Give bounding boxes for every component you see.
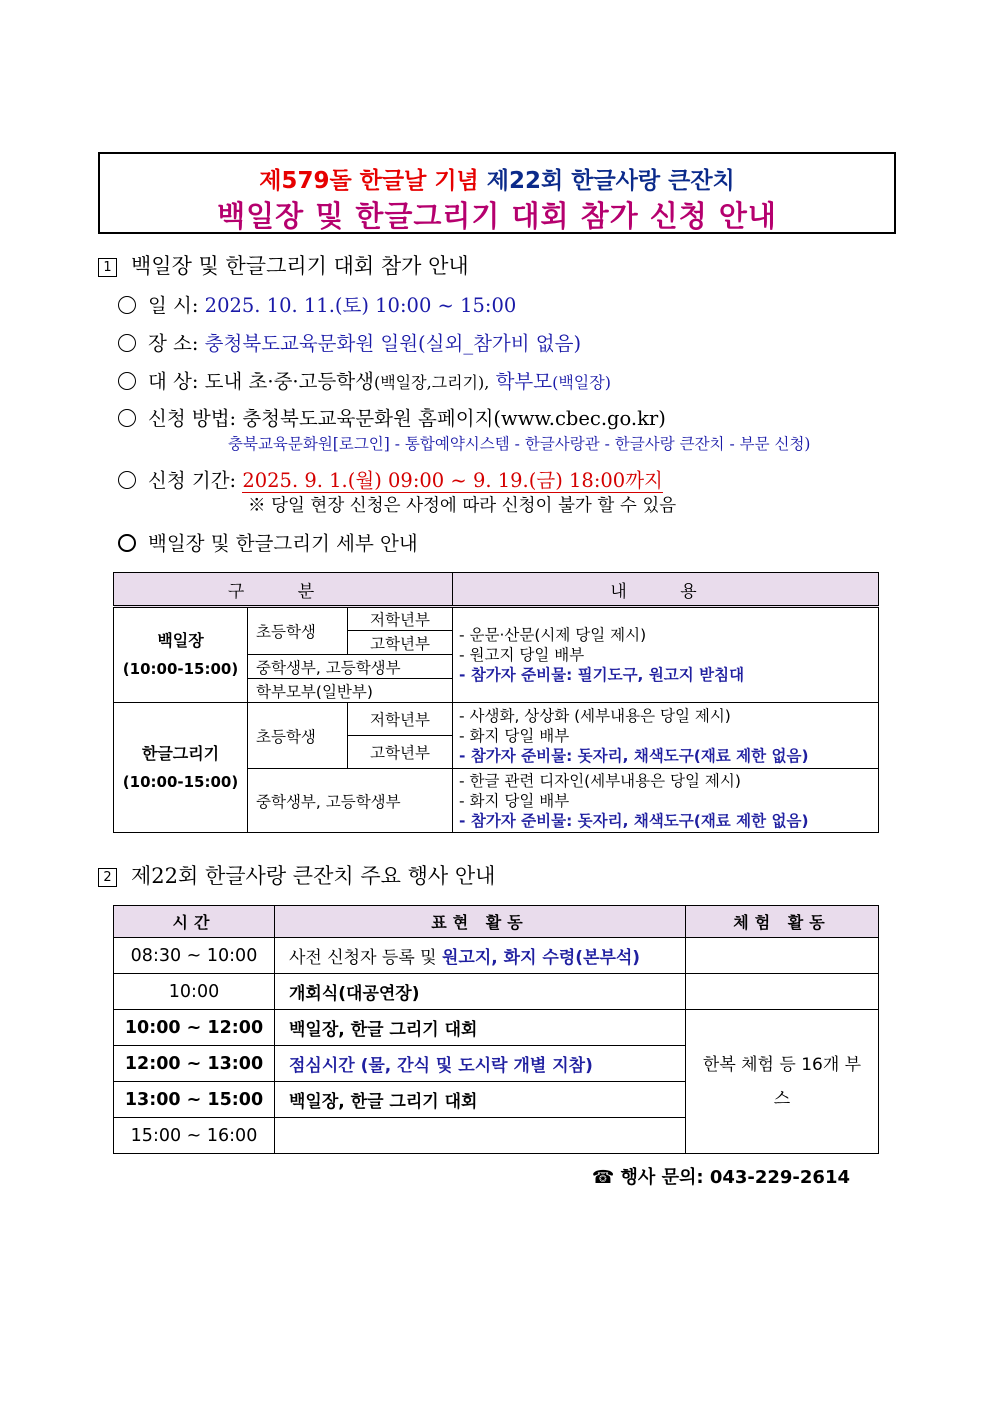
baek-content-3: - 참가자 준비물: 필기도구, 원고지 받침대 [459, 666, 745, 684]
draw-low: 저학년부 [348, 703, 453, 736]
detail-heading [118, 528, 418, 556]
info-date [118, 290, 516, 318]
draw-elem-content [453, 703, 879, 769]
activity-part-b: 원고지, 화지 수령(본부석) [442, 948, 641, 968]
title-anniversary: 제579돌 한글날 기념 [259, 168, 479, 194]
info-period [118, 465, 663, 493]
title-event: 제22회 한글사랑 큰잔치 [486, 168, 735, 194]
schedule-activity [275, 938, 686, 974]
phone-icon: ☎ [591, 1167, 615, 1188]
target-label: 대 상: [148, 370, 199, 393]
draw-elem-content-1: - 사생화, 상상화 (세부내용은 당일 제시) [459, 706, 731, 725]
experience-text: 한복 체험 등 16개 부스 [702, 1054, 862, 1109]
schedule-header-row [114, 906, 879, 938]
table-row [114, 1010, 879, 1046]
draw-mid-content-3: - 참가자 준비물: 돗자리, 채색도구(재료 제한 없음) [459, 811, 809, 830]
section2-title: 제22회 한글사랑 큰잔치 주요 행사 안내 [131, 864, 496, 888]
draw-elem-content-3: - 참가자 준비물: 돗자리, 채색도구(재료 제한 없음) [459, 746, 809, 765]
info-method [118, 403, 666, 431]
baek-low: 저학년부 [348, 607, 453, 631]
draw-elementary: 초등학생 [248, 703, 348, 769]
section-number: 2 [98, 868, 117, 887]
schedule-table [113, 905, 879, 1154]
title-line1 [100, 162, 894, 195]
draw-elem-content-2: - 화지 당일 배부 [459, 726, 570, 745]
schedule-experience-empty [686, 974, 879, 1010]
period-label: 신청 기간: [148, 469, 237, 492]
baek-high: 고학년부 [348, 631, 453, 655]
detail-table [113, 572, 879, 833]
period-note: ※ 당일 현장 신청은 사정에 따라 신청이 불가 할 수 있음 [248, 496, 677, 516]
schedule-activity: 점심시간 (물, 간식 및 도시락 개별 지참) [275, 1046, 686, 1082]
target-parents-note: (백일장) [552, 373, 611, 392]
section2-heading [98, 860, 495, 890]
baek-content [453, 607, 879, 703]
schedule-activity: 백일장, 한글 그리기 대회 [275, 1082, 686, 1118]
schedule-time: 10:00 [114, 974, 275, 1010]
target-students-note: (백일장,그리기), [373, 373, 490, 392]
target-parents: 학부모 [495, 370, 553, 393]
table-row [114, 703, 879, 736]
schedule-time: 12:00 ~ 13:00 [114, 1046, 275, 1082]
draw-name: 한글그리기 [141, 743, 220, 763]
circle-bullet-icon [118, 409, 136, 427]
baek-time: (10:00-15:00) [122, 660, 239, 678]
circle-bullet-icon [118, 334, 136, 352]
baek-name-cell [114, 607, 248, 703]
section1-title: 백일장 및 한글그리기 대회 참가 안내 [131, 254, 469, 278]
draw-high: 고학년부 [348, 736, 453, 769]
period-value: 2025. 9. 1.(월) 09:00 ~ 9. 19.(금) 18:00까지 [242, 469, 663, 492]
contact [592, 1163, 850, 1189]
header-expression: 표현 활동 [275, 906, 686, 938]
baek-middle-high: 중학생부, 고등학생부 [248, 655, 453, 679]
header-experience: 체험 활동 [686, 906, 879, 938]
date-label: 일 시: [148, 294, 199, 317]
contact-text: 행사 문의: 043-229-2614 [620, 1167, 850, 1188]
header-time: 시간 [114, 906, 275, 938]
circle-bullet-icon [118, 471, 136, 489]
section-number: 1 [98, 258, 117, 277]
table-row [114, 974, 879, 1010]
date-value: 2025. 10. 11.(토) 10:00 ~ 15:00 [204, 294, 517, 317]
title-line2: 백일장 및 한글그리기 대회 참가 신청 안내 [217, 199, 777, 233]
method-value: 충청북도교육문화원 홈페이지(www.cbec.go.kr) [242, 407, 666, 430]
baek-content-1: - 운문·산문(시제 당일 제시) [459, 626, 647, 644]
schedule-time: 10:00 ~ 12:00 [114, 1010, 275, 1046]
draw-mid-content-1: - 한글 관련 디자인(세부내용은 당일 제시) [459, 771, 741, 790]
table-row [114, 938, 879, 974]
schedule-time: 13:00 ~ 15:00 [114, 1082, 275, 1118]
baek-elementary: 초등학생 [248, 607, 348, 655]
title-box [98, 152, 896, 234]
schedule-activity [275, 1118, 686, 1154]
baek-name: 백일장 [157, 631, 204, 650]
info-target [118, 366, 611, 394]
circle-bullet-icon [118, 534, 136, 552]
circle-bullet-icon [118, 372, 136, 390]
detail-heading-text: 백일장 및 한글그리기 세부 안내 [148, 532, 418, 555]
baek-parent: 학부모부(일반부) [248, 679, 453, 703]
method-label: 신청 방법: [148, 407, 237, 430]
schedule-experience-empty [686, 938, 879, 974]
schedule-activity: 백일장, 한글 그리기 대회 [275, 1010, 686, 1046]
circle-bullet-icon [118, 296, 136, 314]
place-label: 장 소: [148, 332, 199, 355]
schedule-time: 15:00 ~ 16:00 [114, 1118, 275, 1154]
schedule-activity: 개회식(대공연장) [275, 974, 686, 1010]
schedule-time: 08:30 ~ 10:00 [114, 938, 275, 974]
place-value: 충청북도교육문화원 일원(실외_참가비 없음) [204, 332, 582, 355]
table-row [114, 607, 879, 631]
header-category: 구 분 [114, 573, 453, 607]
draw-mid-content [453, 769, 879, 833]
draw-time: (10:00-15:00) [122, 772, 239, 791]
schedule-experience [686, 1010, 879, 1154]
target-students: 도내 초·중·고등학생 [204, 370, 374, 393]
activity-part-a: 사전 신청자 등록 및 [289, 948, 442, 968]
info-place [118, 328, 581, 356]
detail-header-row [114, 573, 879, 607]
draw-middle-high: 중학생부, 고등학생부 [248, 769, 453, 833]
section1-heading [98, 250, 469, 280]
method-path: 충북교육문화원[로그인] - 통합예약시스템 - 한글사랑관 - 한글사랑 큰잔치 - 부문 신청) [228, 435, 811, 453]
baek-content-2: - 원고지 당일 배부 [459, 646, 585, 664]
draw-name-cell [114, 703, 248, 833]
draw-mid-content-2: - 화지 당일 배부 [459, 791, 570, 810]
header-content: 내 용 [453, 573, 879, 607]
